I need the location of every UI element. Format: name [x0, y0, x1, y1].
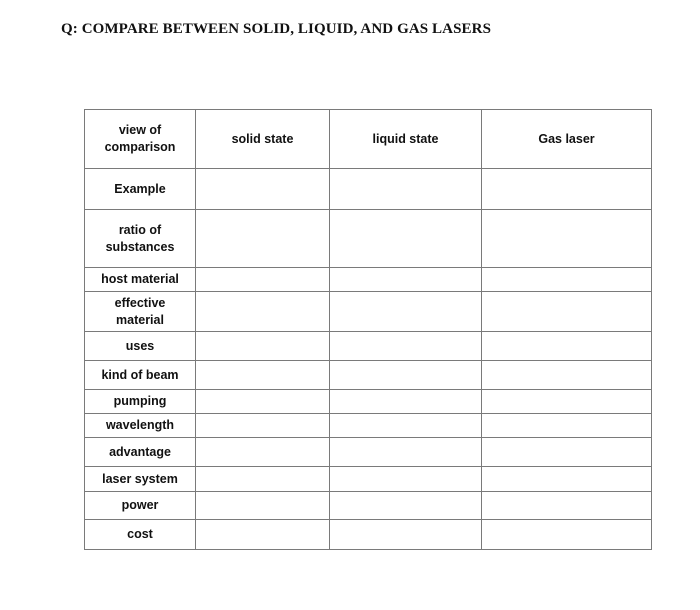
row-label-ratio-of-substances: ratio of substances [85, 210, 196, 268]
row-label-pumping: pumping [85, 390, 196, 414]
cell-solid [196, 390, 330, 414]
row-label-effective-material: effective material [85, 292, 196, 332]
table-row [85, 292, 652, 332]
cell-liquid [330, 210, 482, 268]
cell-gas [482, 414, 652, 438]
row-label-power: power [85, 492, 196, 520]
cell-solid [196, 332, 330, 361]
row-label-example: Example [85, 169, 196, 210]
table-header-row [85, 110, 652, 169]
cell-liquid [330, 414, 482, 438]
cell-liquid [330, 361, 482, 390]
cell-gas [482, 520, 652, 550]
cell-gas [482, 361, 652, 390]
row-label-host-material: host material [85, 268, 196, 292]
cell-liquid [330, 390, 482, 414]
cell-solid [196, 438, 330, 467]
cell-solid [196, 492, 330, 520]
cell-gas [482, 210, 652, 268]
row-label-advantage: advantage [85, 438, 196, 467]
cell-gas [482, 438, 652, 467]
header-solid-state: solid state [196, 110, 330, 169]
cell-gas [482, 292, 652, 332]
cell-gas [482, 169, 652, 210]
table-row [85, 467, 652, 492]
cell-liquid [330, 467, 482, 492]
table-row [85, 414, 652, 438]
table-row [85, 169, 652, 210]
header-view-of-comparison: view of comparison [85, 110, 196, 169]
row-label-uses: uses [85, 332, 196, 361]
header-liquid-state: liquid state [330, 110, 482, 169]
cell-solid [196, 292, 330, 332]
cell-liquid [330, 292, 482, 332]
row-label-laser-system: laser system [85, 467, 196, 492]
cell-liquid [330, 438, 482, 467]
cell-solid [196, 268, 330, 292]
cell-gas [482, 492, 652, 520]
table-row [85, 268, 652, 292]
cell-solid [196, 467, 330, 492]
table-row [85, 390, 652, 414]
table-row [85, 438, 652, 467]
cell-liquid [330, 332, 482, 361]
cell-solid [196, 169, 330, 210]
cell-liquid [330, 169, 482, 210]
cell-gas [482, 390, 652, 414]
table-row [85, 210, 652, 268]
cell-liquid [330, 492, 482, 520]
table-row [85, 492, 652, 520]
cell-solid [196, 210, 330, 268]
cell-gas [482, 332, 652, 361]
comparison-table [84, 109, 652, 550]
question-title: Q: COMPARE BETWEEN SOLID, LIQUID, AND GAS LASERS [61, 21, 492, 37]
table-row [85, 520, 652, 550]
row-label-kind-of-beam: kind of beam [85, 361, 196, 390]
row-label-cost: cost [85, 520, 196, 550]
cell-gas [482, 467, 652, 492]
cell-liquid [330, 268, 482, 292]
cell-solid [196, 520, 330, 550]
cell-liquid [330, 520, 482, 550]
table-row [85, 361, 652, 390]
cell-solid [196, 361, 330, 390]
table-row [85, 332, 652, 361]
row-label-wavelength: wavelength [85, 414, 196, 438]
cell-gas [482, 268, 652, 292]
cell-solid [196, 414, 330, 438]
header-gas-laser: Gas laser [482, 110, 652, 169]
